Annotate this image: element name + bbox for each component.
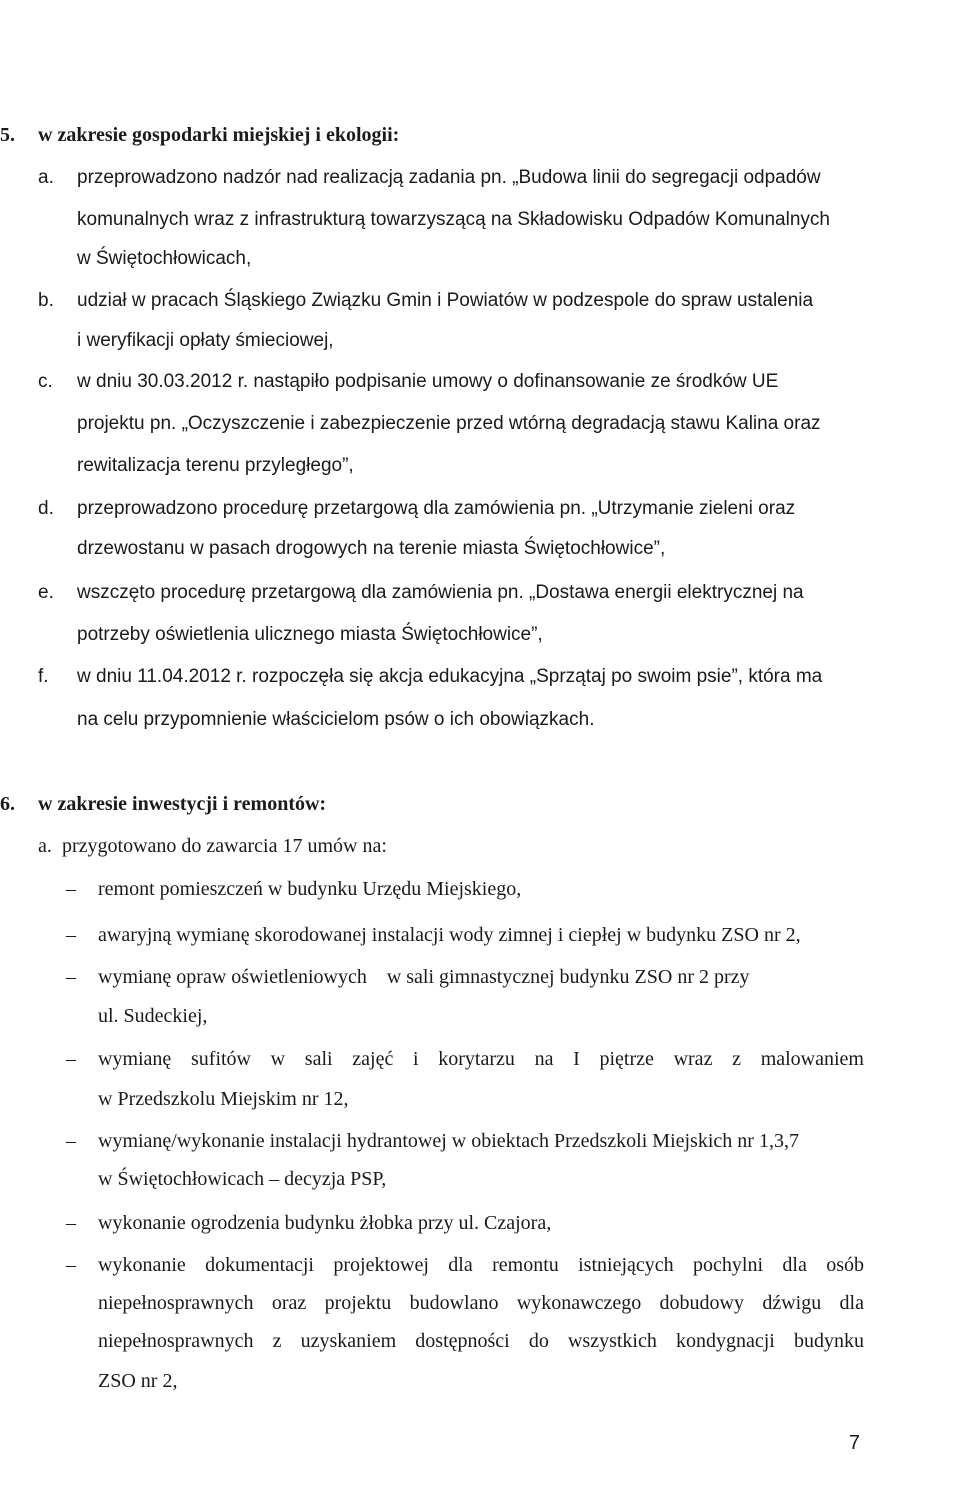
- bullet-dash: –: [66, 1048, 76, 1070]
- section-5-item-d-letter: d.: [38, 498, 54, 519]
- bullet-6-line-1: wykonanie ogrodzenia budynku żłobka przy ul. Czajora,: [98, 1212, 552, 1234]
- section-5-item-d-line-2: drzewostanu w pasach drogowych na terenie miasta Świętochłowice”,: [77, 538, 666, 559]
- bullet-5-line-1: wymianę/wykonanie instalacji hydrantowej w obiektach Przedszkoli Miejskich nr 1,3,7: [98, 1130, 799, 1152]
- page-number: 7: [848, 1432, 860, 1454]
- bullet-4-line-2: w Przedszkolu Miejskim nr 12,: [98, 1088, 349, 1110]
- section-5-item-f-letter: f.: [38, 666, 49, 687]
- section-5-item-a-line-1: przeprowadzono nadzór nad realizacją zadania pn. „Budowa linii do segregacji odpadów: [77, 167, 821, 188]
- section-5-item-c-line-2: projektu pn. „Oczyszczenie i zabezpieczenie przed wtórną degradacją stawu Kalina oraz: [77, 413, 821, 434]
- section-6-item-a-text: przygotowano do zawarcia 17 umów na:: [62, 835, 387, 857]
- section-5-item-a-line-2: komunalnych wraz z infrastrukturą towarzyszącą na Składowisku Odpadów Komunalnych: [77, 209, 830, 230]
- section-5-item-c-line-3: rewitalizacja terenu przyległego”,: [77, 455, 354, 476]
- bullet-dash: –: [66, 924, 76, 946]
- section-5-item-b-line-1: udział w pracach Śląskiego Związku Gmin i Powiatów w podzespole do spraw ustalenia: [77, 290, 814, 311]
- bullet-4-line-1: wymianę sufitów w sali zajęć i korytarzu na I piętrze wraz z malowaniem: [98, 1048, 864, 1070]
- section-5-item-a-line-3: w Świętochłowicach,: [77, 248, 252, 269]
- bullet-dash: –: [66, 878, 76, 900]
- section-5-title: w zakresie gospodarki miejskiej i ekologii:: [38, 124, 400, 146]
- section-5-number: 5.: [0, 124, 15, 146]
- section-5-item-c-letter: c.: [38, 371, 53, 392]
- bullet-7-line-2: niepełnosprawnych oraz projektu budowlano wykonawczego dobudowy dźwigu dla: [98, 1292, 864, 1314]
- bullet-3-line-2: ul. Sudeckiej,: [98, 1005, 208, 1027]
- section-5-item-e-line-1: wszczęto procedurę przetargową dla zamówienia pn. „Dostawa energii elektrycznej na: [77, 582, 804, 603]
- section-5-item-f-line-2: na celu przypomnienie właścicielom psów o ich obowiązkach.: [77, 709, 595, 730]
- bullet-dash: –: [66, 1130, 76, 1152]
- section-5-item-f-line-1: w dniu 11.04.2012 r. rozpoczęła się akcja edukacyjna „Sprzątaj po swoim psie”, która ma: [77, 666, 823, 687]
- section-6-number: 6.: [0, 793, 15, 815]
- bullet-dash: –: [66, 1254, 76, 1276]
- section-5-item-d-line-1: przeprowadzono procedurę przetargową dla zamówienia pn. „Utrzymanie zieleni oraz: [77, 498, 796, 519]
- bullet-dash: –: [66, 1212, 76, 1234]
- bullet-2-line-1: awaryjną wymianę skorodowanej instalacji wody zimnej i ciepłej w budynku ZSO nr 2,: [98, 924, 801, 946]
- bullet-5-line-2: w Świętochłowicach – decyzja PSP,: [98, 1168, 387, 1190]
- bullet-7-line-4: ZSO nr 2,: [98, 1370, 178, 1392]
- bullet-1-line-1: remont pomieszczeń w budynku Urzędu Miejskiego,: [98, 878, 522, 900]
- section-5-item-e-letter: e.: [38, 582, 54, 603]
- section-5-item-b-letter: b.: [38, 290, 54, 311]
- section-5-item-c-line-1: w dniu 30.03.2012 r. nastąpiło podpisanie umowy o dofinansowanie ze środków UE: [77, 371, 779, 392]
- bullet-7-line-3: niepełnosprawnych z uzyskaniem dostępności do wszystkich kondygnacji budynku: [98, 1330, 864, 1352]
- bullet-3-line-1: wymianę opraw oświetleniowych w sali gimnastycznej budynku ZSO nr 2 przy: [98, 966, 750, 988]
- bullet-dash: –: [66, 966, 76, 988]
- section-6-title: w zakresie inwestycji i remontów:: [38, 793, 327, 815]
- section-6-item-a-letter: a.: [38, 835, 52, 857]
- bullet-7-line-1: wykonanie dokumentacji projektowej dla remontu istniejących pochylni dla osób: [98, 1254, 864, 1276]
- section-5-item-e-line-2: potrzeby oświetlenia ulicznego miasta Świętochłowice”,: [77, 624, 543, 645]
- section-5-item-b-line-2: i weryfikacji opłaty śmieciowej,: [77, 330, 334, 351]
- section-5-item-a-letter: a.: [38, 167, 54, 188]
